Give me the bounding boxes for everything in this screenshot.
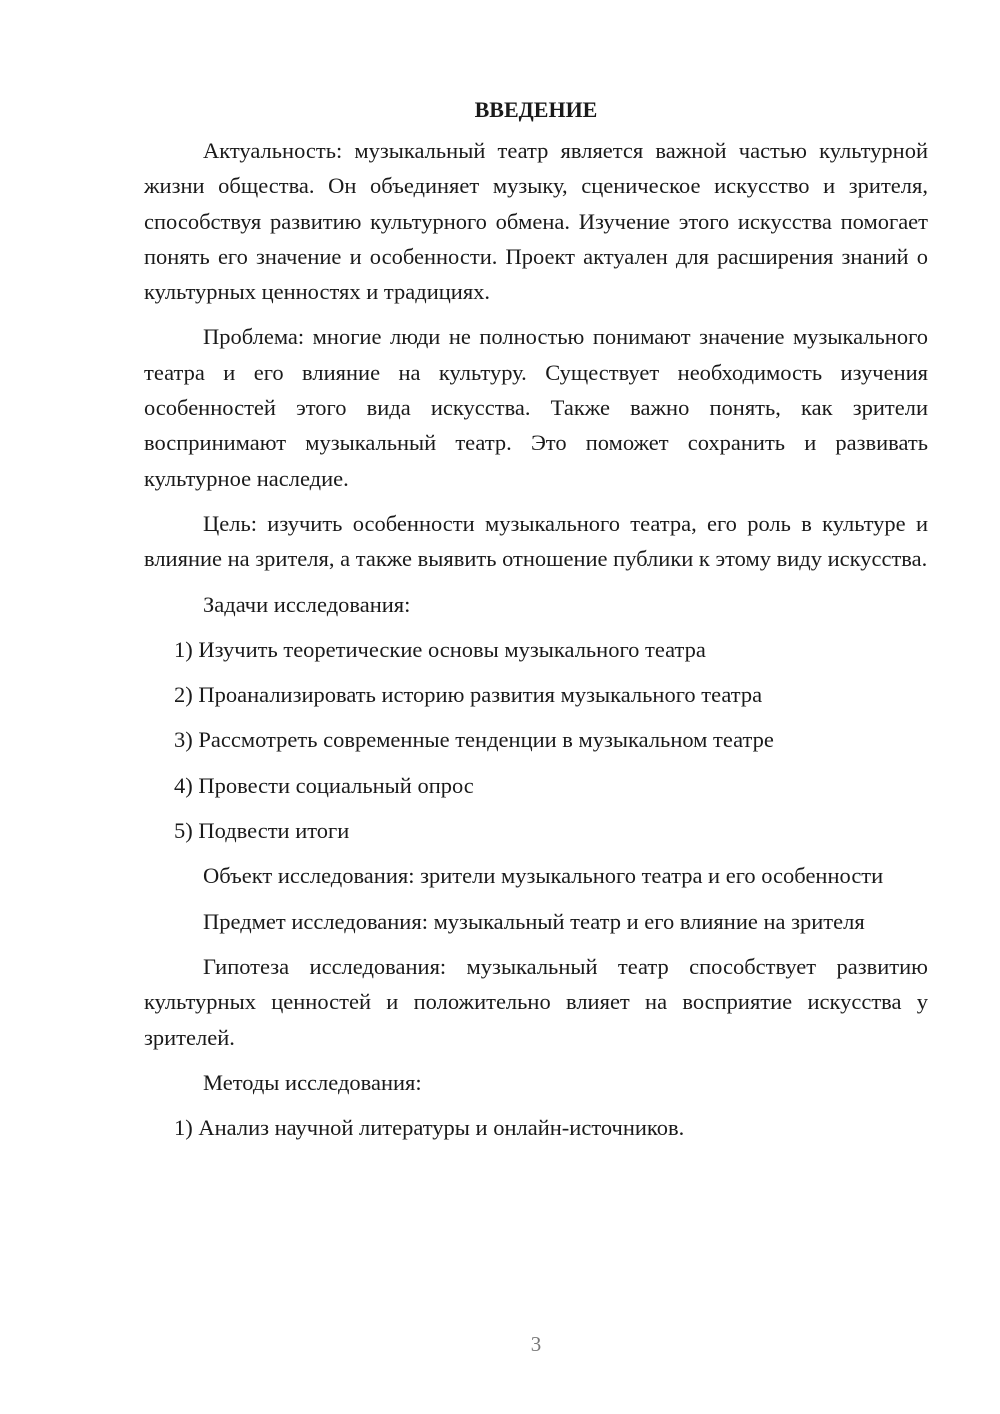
methods-label: Методы исследования: xyxy=(203,1069,422,1095)
task-item-1: 1) Изучить теоретические основы музыкального театра xyxy=(174,636,706,662)
method-item-1: 1) Анализ научной литературы и онлайн-источников. xyxy=(174,1115,685,1141)
relevance-paragraph: Актуальность: музыкальный театр является важной частью культурной жизни общества. Он объединяет музыку, сценическое искусство и зрителя, способствуя развитию культурного обмена. Изучение этого искусства помогает понять его значение и особенности. Проект актуален для расширения знаний о культурных ценностях и традициях. xyxy=(144,138,928,305)
hypothesis-paragraph: Гипотеза исследования: музыкальный театр способствует развитию культурных ценностей и положительно влияет на восприятие искусства у зрителей. xyxy=(144,953,928,1050)
object-paragraph: Объект исследования: зрители музыкального театра и его особенности xyxy=(203,863,884,889)
tasks-label: Задачи исследования: xyxy=(203,591,411,617)
page-number: 3 xyxy=(530,1332,542,1356)
page-content xyxy=(144,92,928,1155)
task-item-2: 2) Проанализировать историю развития музыкального театра xyxy=(174,682,763,708)
problem-paragraph: Проблема: многие люди не полностью понимают значение музыкального театра и его влияние на культуру. Существует необходимость изучения особенностей этого вида искусства. Также важно понять, как зрители воспринимают музыкальный театр. Это поможет сохранить и развивать культурное наследие. xyxy=(144,324,928,491)
section-heading: ВВЕДЕНИЕ xyxy=(474,97,598,122)
task-item-5: 5) Подвести итоги xyxy=(174,818,350,844)
task-item-4: 4) Провести социальный опрос xyxy=(174,772,474,798)
task-item-3: 3) Рассмотреть современные тенденции в музыкальном театре xyxy=(174,727,774,753)
subject-paragraph: Предмет исследования: музыкальный театр и его влияние на зрителя xyxy=(203,908,865,934)
goal-paragraph: Цель: изучить особенности музыкального театра, его роль в культуре и влияние на зрителя, а также выявить отношение публики к этому виду искусства. xyxy=(144,510,928,572)
